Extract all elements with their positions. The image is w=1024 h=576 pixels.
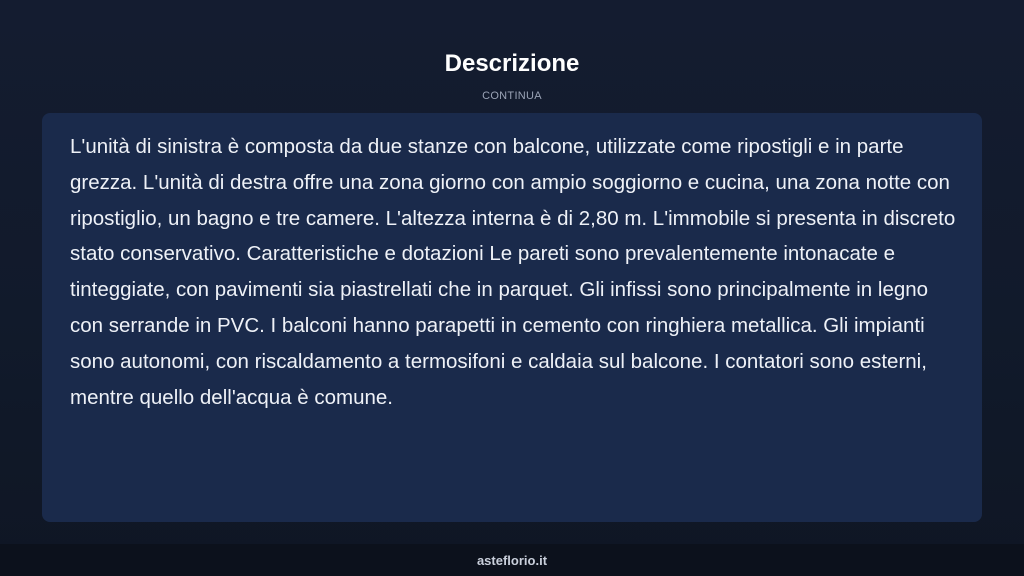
description-card — [42, 113, 982, 522]
page-title: Descrizione — [444, 50, 580, 77]
description-text: L'unità di sinistra è composta da due stanze con balcone, utilizzate come ripostigli e in parte grezza. L'unità di destra offre una zona giorno con ampio soggiorno e cucina, una zona notte con ripostiglio, un bagno e tre camere. L'altezza interna è di 2,80 m. L'immobile si presenta in discreto stato conservativo. Caratteristiche e dotazioni Le pareti sono prevalentemente intonacate e tinteggiate, con pavimenti sia piastrellati che in parquet. Gli infissi sono principalmente in legno con serrande in PVC. I balconi hanno parapetti in cemento con ringhiera metallica. Gli impianti sono autonomi, con riscaldamento a termosifoni e caldaia sul balcone. I contatori sono esterni, mentre quello dell'acqua è comune. — [70, 135, 956, 409]
footer-bar — [0, 544, 1024, 576]
continue-label: CONTINUA — [482, 90, 542, 102]
site-name: asteflorio.it — [476, 553, 548, 568]
